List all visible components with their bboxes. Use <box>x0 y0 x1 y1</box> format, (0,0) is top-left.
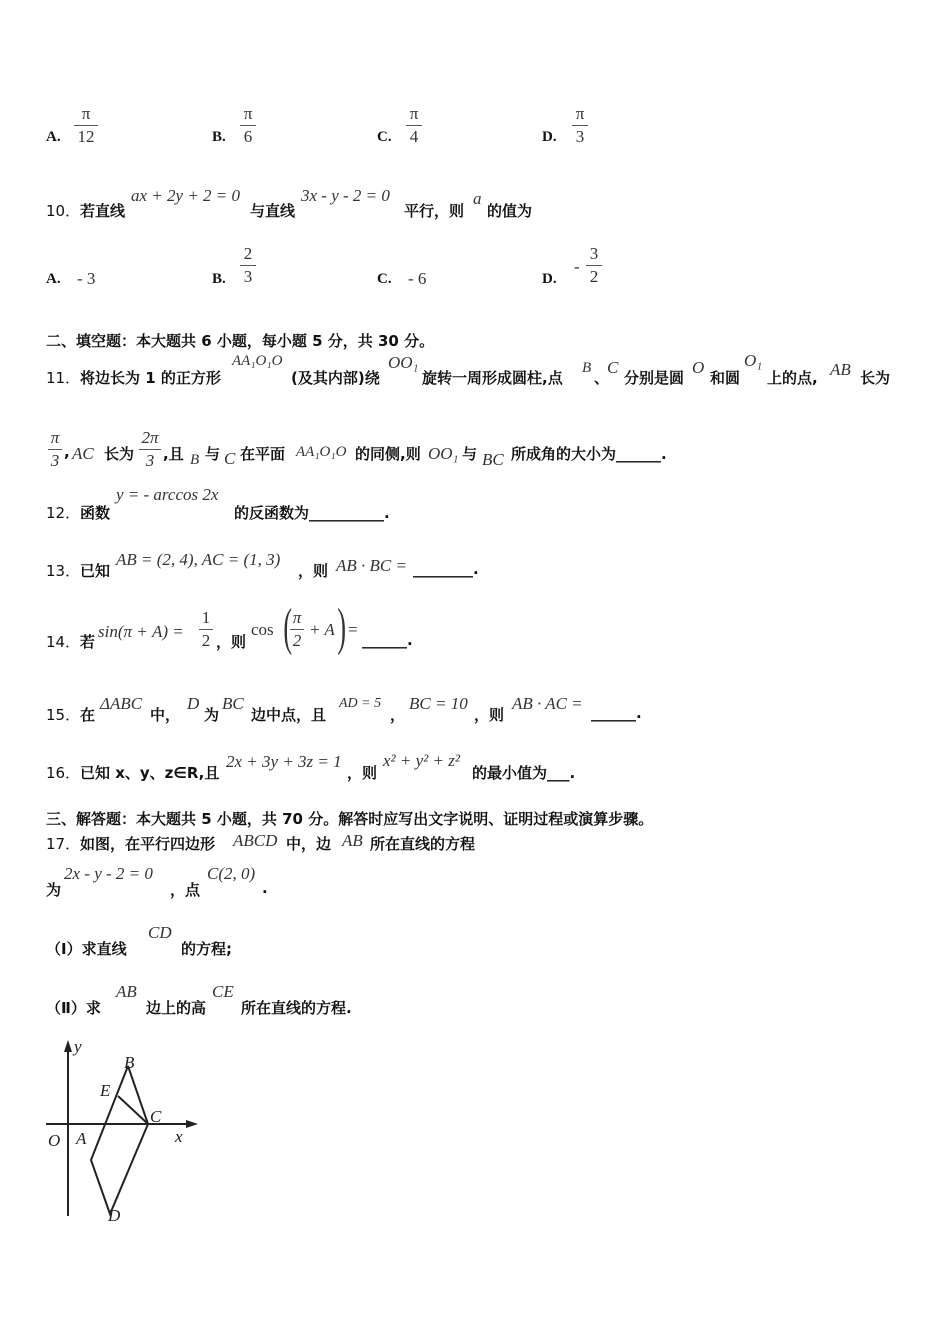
label-c: C <box>150 1107 162 1126</box>
arc-ac: AC <box>72 444 94 463</box>
q9-option-b-label: B. <box>212 129 226 145</box>
label-x: x <box>175 1127 183 1146</box>
q12-equation: y = - arccos 2x <box>116 485 219 504</box>
label-b: B <box>124 1053 135 1072</box>
q10-option-c-value: - 6 <box>408 269 427 288</box>
parallelogram-figure <box>40 1036 210 1226</box>
q10-line1-equation: ax + 2y + 2 = 0 <box>131 186 241 205</box>
q17-part-1: （Ⅰ）求直线 <box>46 940 127 958</box>
label-y: y <box>74 1037 82 1056</box>
label-e: E <box>100 1081 111 1100</box>
q13-vectors: AB = (2, 4), AC = (1, 3) <box>116 550 281 569</box>
arc-ab: AB <box>830 360 851 379</box>
label-o: O <box>48 1131 61 1150</box>
q10-option-b-label: B. <box>212 271 226 287</box>
q9-option-a-fraction: π 12 <box>74 104 98 147</box>
label-a: A <box>76 1129 87 1148</box>
q10-option-d-fraction: 3 2 <box>586 244 602 287</box>
q10-option-a-label: A. <box>46 271 61 287</box>
q9-option-c-label: C. <box>377 129 392 145</box>
q10-option-d-label: D. <box>542 271 557 287</box>
q9-option-c-fraction: π 4 <box>406 104 422 147</box>
q9-option-d-fraction: π 3 <box>572 104 588 147</box>
q14-sine-expr: sin(π + A) = <box>98 622 184 641</box>
section-2-header: 二、填空题：本大题共 6 小题，每小题 5 分，共 30 分。 <box>46 332 435 350</box>
q10-option-a-value: - 3 <box>77 269 96 288</box>
label-d: D <box>108 1206 121 1225</box>
q10-number: 10． <box>46 202 81 220</box>
q9-option-b-fraction: π 6 <box>240 104 256 147</box>
q10-line2-equation: 3x - y - 2 = 0 <box>301 186 390 205</box>
y-axis-arrow <box>64 1040 72 1052</box>
q9-option-d-label: D. <box>542 129 557 145</box>
q10-option-b-fraction: 2 3 <box>240 244 256 287</box>
q17-part-2: （Ⅱ）求 <box>46 999 101 1017</box>
section-3-header: 三、解答题：本大题共 5 小题，共 70 分。解答时应写出文字说明、证明过程或演算步骤。 <box>46 810 654 828</box>
x-axis-arrow <box>186 1120 198 1128</box>
q9-option-a-label: A. <box>46 129 61 145</box>
q10-option-c-label: C. <box>377 271 392 287</box>
